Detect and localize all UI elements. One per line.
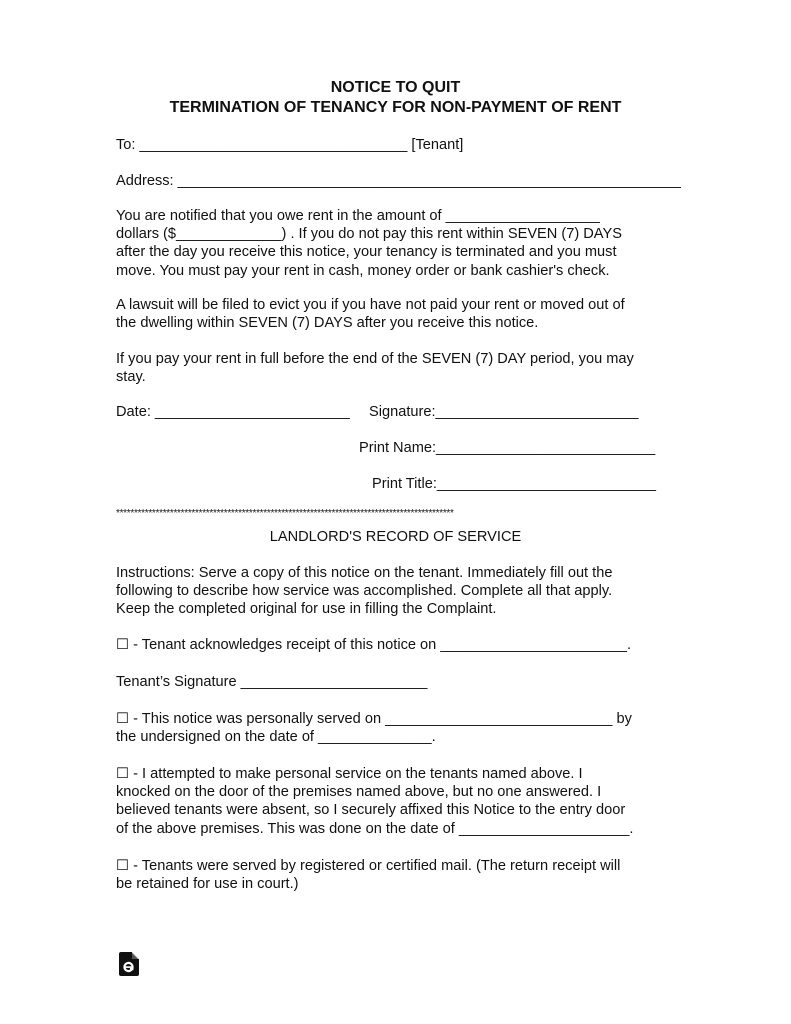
paragraph-line: the undersigned on the date of ______________. <box>116 729 436 746</box>
paragraph-line: stay. <box>116 369 146 386</box>
paragraph-line: the dwelling within SEVEN (7) DAYS after you receive this notice. <box>116 315 539 332</box>
lawsuit-paragraph <box>116 296 676 332</box>
signature-field[interactable]: Signature:_________________________ <box>369 404 639 420</box>
paragraph-line: Keep the completed original for use in filling the Complaint. <box>116 601 497 618</box>
document-subtitle: TERMINATION OF TENANCY FOR NON-PAYMENT OF RENT <box>169 99 622 116</box>
paragraph-line: ☐ - Tenants were served by registered or certified mail. (The return receipt will <box>116 858 621 874</box>
paragraph-line: dollars ($_____________) . If you do not pay this rent within SEVEN (7) DAYS <box>116 226 622 243</box>
paragraph-line: move. You must pay your rent in cash, money order or bank cashier's check. <box>116 262 610 279</box>
address-field[interactable]: Address: ______________________________________________________________ <box>116 173 681 189</box>
paragraph-line: If you pay your rent in full before the end of the SEVEN (7) DAY period, you may <box>116 351 634 367</box>
paragraph-line: You are notified that you owe rent in the amount of ___________________ <box>116 208 600 224</box>
document-title: NOTICE TO QUIT <box>330 79 461 96</box>
receipt-acknowledged-option[interactable]: ☐ - Tenant acknowledges receipt of this notice on _______________________. <box>116 637 632 653</box>
paragraph-line: knocked on the door of the premises named above, but no one answered. I <box>116 784 602 801</box>
tenant-signature-field[interactable]: Tenant’s Signature _______________________ <box>116 674 428 690</box>
eforms-logo-icon <box>119 952 139 976</box>
personally-served-option[interactable] <box>116 710 676 746</box>
paragraph-line: A lawsuit will be filed to evict you if you have not paid your rent or moved out of <box>116 297 625 313</box>
pay-in-full-paragraph <box>116 350 676 386</box>
print-title-field[interactable]: Print Title:___________________________ <box>372 476 657 492</box>
paragraph-line: ☐ - I attempted to make personal service on the tenants named above. I <box>116 766 583 782</box>
paragraph-line: believed tenants were absent, so I securely affixed this Notice to the entry door <box>116 802 626 819</box>
paragraph-line: ☐ - This notice was personally served on ____________________________ by <box>116 711 632 727</box>
paragraph-line: of the above premises. This was done on the date of _____________________. <box>116 820 634 837</box>
print-name-field[interactable]: Print Name:___________________________ <box>359 440 656 456</box>
paragraph-line: after the day you receive this notice, your tenancy is terminated and you must <box>116 244 617 261</box>
paragraph-line: be retained for use in court.) <box>116 876 299 893</box>
service-heading: LANDLORD'S RECORD OF SERVICE <box>269 529 522 545</box>
section-separator: ********************************************************************************************** <box>116 508 454 519</box>
rent-owed-paragraph <box>116 207 676 280</box>
date-field[interactable]: Date: ________________________ <box>116 404 350 420</box>
mail-service-option[interactable] <box>116 857 676 893</box>
affixed-notice-option[interactable] <box>116 765 676 838</box>
paragraph-line: Instructions: Serve a copy of this notice on the tenant. Immediately fill out the <box>116 565 613 581</box>
paragraph-line: following to describe how service was accomplished. Complete all that apply. <box>116 583 613 600</box>
instructions-paragraph <box>116 564 676 619</box>
tenant-field[interactable]: To: _________________________________ [Tenant] <box>116 137 464 153</box>
